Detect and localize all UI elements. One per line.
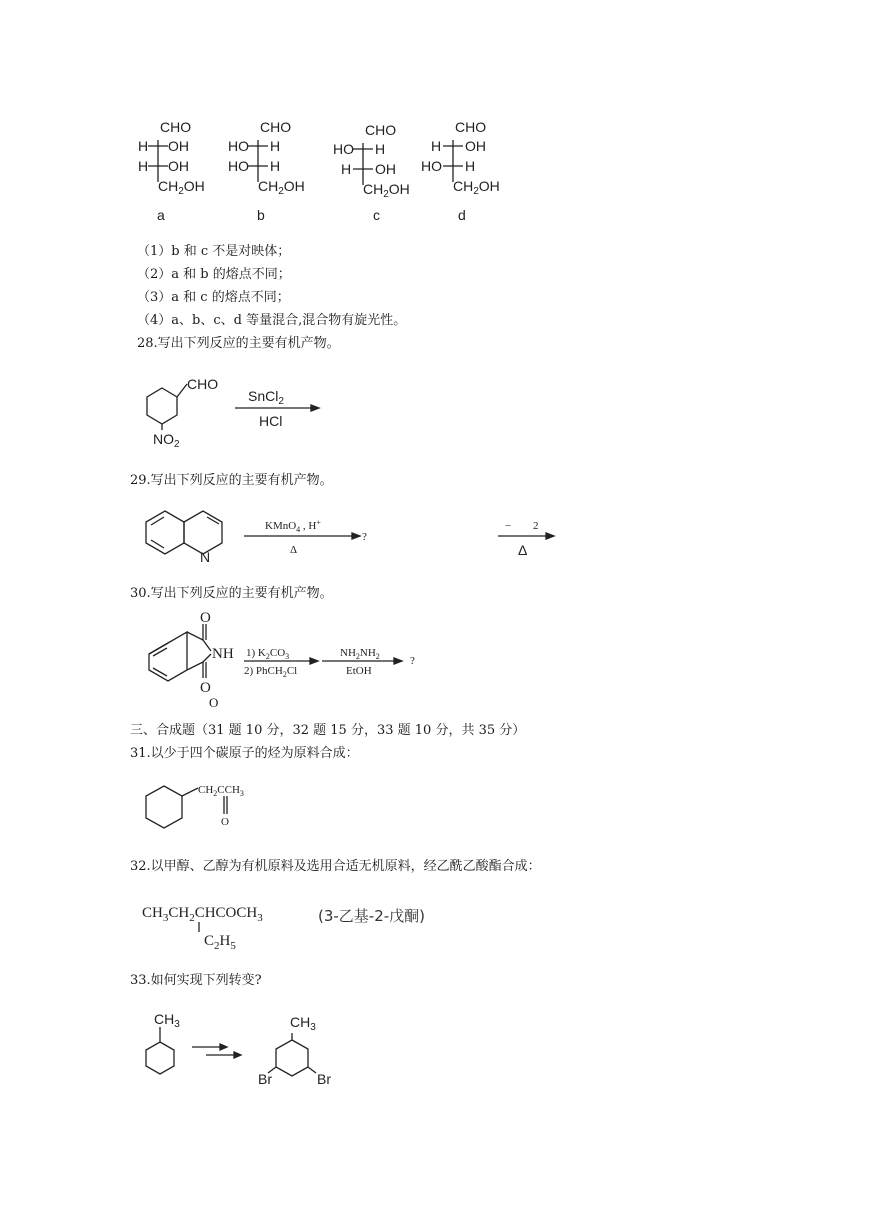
q33-end-ch3: $CH_3$ bbox=[290, 1014, 316, 1033]
svg-text:H: H bbox=[270, 158, 281, 174]
svg-text:CHO: CHO bbox=[260, 119, 292, 135]
q29-product: ? bbox=[362, 531, 367, 543]
q28-reagent-top: SnCl$_2$ bbox=[248, 388, 284, 407]
q29-arrow2-delta: Δ bbox=[518, 542, 528, 558]
q29-reaction bbox=[140, 505, 580, 565]
svg-text:H: H bbox=[375, 141, 386, 157]
q32-target bbox=[140, 895, 480, 955]
svg-text:H: H bbox=[465, 158, 476, 174]
svg-text:CH2OH: $CH_2OH$ bbox=[258, 178, 305, 197]
svg-text:H: H bbox=[431, 138, 442, 154]
q33-start-ch3: $CH_3$ bbox=[154, 1011, 180, 1030]
q29-arrow2-sup: 2 bbox=[533, 520, 539, 532]
q30-step1-top: 1) $K_2CO_3$ bbox=[246, 647, 290, 661]
q28-reagent-bottom: HCl bbox=[259, 413, 283, 429]
svg-text:CHO: CHO bbox=[365, 122, 397, 138]
svg-text:H: H bbox=[270, 138, 281, 154]
fischer-a-bottom: $CH_2OH$ bbox=[158, 178, 205, 197]
toluene-structure bbox=[146, 1011, 180, 1074]
q31-target bbox=[140, 780, 280, 840]
fischer-d bbox=[421, 119, 500, 223]
benzene-ring bbox=[147, 388, 177, 424]
q29-arrow2-top: − bbox=[505, 520, 512, 532]
q33-br-right: Br bbox=[317, 1071, 331, 1087]
q31-oxygen: O bbox=[221, 816, 229, 828]
svg-text:HO: HO bbox=[421, 158, 442, 174]
svg-text:CHO: CHO bbox=[455, 119, 487, 135]
q32-branch: $C_2H_5$ bbox=[204, 933, 236, 952]
svg-text:OH: OH bbox=[465, 138, 486, 154]
fischer-a-top: CHO bbox=[160, 119, 192, 135]
cyclohexane-ring bbox=[146, 786, 182, 828]
q28-cho: CHO bbox=[187, 376, 219, 392]
q33-prompt: 33.如何实现下列转变? bbox=[130, 973, 262, 988]
q31-chain: $CH_2CCH_3$ bbox=[198, 784, 244, 798]
phthalimide-structure bbox=[149, 624, 211, 681]
svg-text:OH: OH bbox=[375, 161, 396, 177]
q32-formula: $CH_3CH_2CHCOCH_3$ bbox=[142, 905, 263, 924]
svg-text:HO: HO bbox=[228, 138, 249, 154]
quinoline-structure bbox=[146, 511, 222, 554]
svg-text:H: H bbox=[138, 138, 149, 154]
q30-o-lower: O bbox=[209, 695, 219, 710]
statement-3: （3）a 和 c 的熔点不同； bbox=[137, 290, 290, 305]
q30-o-top: O bbox=[200, 610, 211, 626]
svg-text:d: d bbox=[458, 207, 466, 223]
q30-nh: NH bbox=[212, 646, 234, 662]
q30-step1-bottom: 2) PhCH$_2$Cl bbox=[244, 665, 298, 679]
q29-reagent-top: KMnO$_4$ , H+ bbox=[265, 518, 321, 534]
fischer-b bbox=[228, 119, 305, 223]
section3-heading: 三、合成题（31 题 10 分，32 题 15 分，33 题 10 分，共 35 分） bbox=[130, 723, 526, 738]
fischer-a bbox=[138, 119, 205, 223]
q30-step2-bottom: EtOH bbox=[346, 665, 372, 677]
q33-transformation bbox=[140, 1005, 370, 1095]
statement-4: （4）a、b、c、d 等量混合,混合物有旋光性。 bbox=[137, 313, 407, 328]
svg-text:CH2OH: $CH_2OH$ bbox=[453, 178, 500, 197]
svg-text:b: b bbox=[257, 207, 265, 223]
svg-text:CH2OH: $CH_2OH$ bbox=[363, 181, 410, 200]
q30-product: ? bbox=[410, 655, 415, 667]
svg-text:H: H bbox=[138, 158, 149, 174]
svg-text:c: c bbox=[373, 207, 380, 223]
quinoline-n: N bbox=[200, 549, 211, 565]
svg-text:OH: OH bbox=[168, 138, 189, 154]
q28-no2: $NO_2$ bbox=[153, 431, 180, 450]
q31-prompt: 31.以少于四个碳原子的烃为原料合成： bbox=[130, 746, 359, 761]
q28-reaction bbox=[135, 370, 335, 450]
dibromotoluene-structure bbox=[268, 1014, 316, 1076]
svg-text:H: H bbox=[341, 161, 352, 177]
statement-1: （1）b 和 c 不是对映体； bbox=[137, 244, 291, 259]
fischer-projections-figure bbox=[130, 110, 530, 230]
svg-text:HO: HO bbox=[228, 158, 249, 174]
q30-step2-top: $NH_2NH_2$ bbox=[340, 647, 380, 661]
svg-text:HO: HO bbox=[333, 141, 354, 157]
q28-prompt: 28.写出下列反应的主要有机产物。 bbox=[137, 336, 340, 351]
q29-prompt: 29.写出下列反应的主要有机产物。 bbox=[130, 473, 333, 488]
fischer-c bbox=[333, 122, 410, 223]
fischer-a-label: a bbox=[157, 207, 165, 223]
q30-reaction bbox=[140, 610, 440, 720]
q29-delta: Δ bbox=[290, 544, 298, 556]
q33-br-left: Br bbox=[258, 1071, 272, 1087]
svg-text:OH: OH bbox=[168, 158, 189, 174]
q30-o-bottom: O bbox=[200, 680, 211, 696]
q32-prompt: 32.以甲醇、乙醇为有机原料及选用合适无机原料，经乙酰乙酸酯合成： bbox=[130, 859, 541, 874]
statement-2: （2）a 和 b 的熔点不同； bbox=[137, 267, 291, 282]
q32-name: (3-乙基-2-戊酮) bbox=[318, 907, 426, 925]
q30-prompt: 30.写出下列反应的主要有机产物。 bbox=[130, 586, 333, 601]
